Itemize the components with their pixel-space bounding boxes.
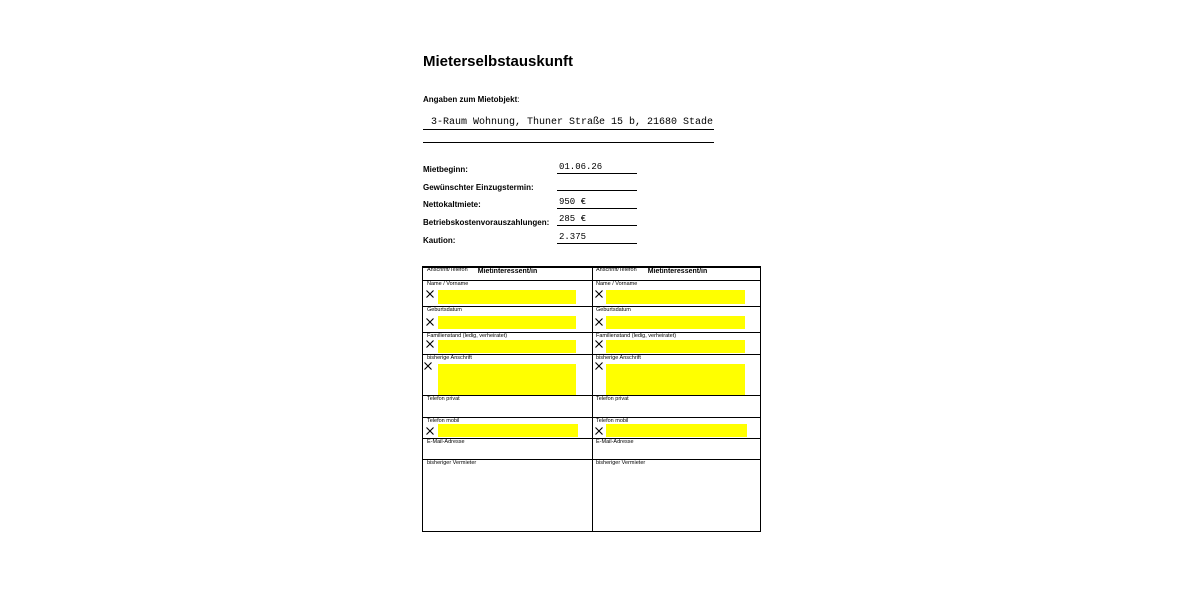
nettokaltmiete-field[interactable]: 950 € (557, 196, 637, 209)
cell-label-email-adresse: E-Mail-Adresse (596, 439, 634, 445)
input-highlight-geburtsdatum-1[interactable] (438, 316, 576, 329)
cell-label-bisherige-anschrift: bisherige Anschrift (427, 355, 472, 361)
cell-label-email-adresse: E-Mail-Adresse (427, 439, 465, 445)
cross-mark-icon[interactable] (426, 427, 434, 435)
input-highlight-telefon-mobil-1[interactable] (438, 424, 578, 437)
input-highlight-telefon-mobil-2[interactable] (606, 424, 747, 437)
table-row-divider (423, 417, 760, 418)
table-header-1: Mietinteressent/in (477, 268, 538, 275)
table-row-divider (423, 267, 760, 268)
mietobjekt-label-colon: : (517, 95, 520, 104)
input-highlight-name-vorname-1[interactable] (438, 290, 576, 304)
table-row-divider (423, 354, 760, 355)
mietobjekt-label (423, 95, 519, 104)
cell-label-telefon-mobil: Telefon mobil (427, 418, 460, 424)
betriebskosten-field[interactable]: 285 € (557, 213, 637, 226)
page-title: Mieterselbstauskunft (423, 53, 574, 70)
table-row-divider (423, 306, 760, 307)
cross-mark-icon[interactable] (424, 362, 432, 370)
input-highlight-bisherige-anschrift-2[interactable] (606, 364, 745, 395)
table-row-divider (423, 280, 760, 281)
cell-label-anschrift-telefon: Anschrift/Telefon (427, 267, 468, 273)
cross-mark-icon[interactable] (595, 427, 603, 435)
table-header-2: Mietinteressent/in (647, 268, 708, 275)
cell-label-bisheriger-vermieter: bisheriger Vermieter (427, 460, 477, 466)
cross-mark-icon[interactable] (595, 290, 603, 298)
input-highlight-familienstand-1[interactable] (438, 340, 576, 353)
einzugstermin-field[interactable] (557, 178, 637, 191)
mietobjekt-label-text: Angaben zum Mietobjekt (423, 95, 518, 104)
cell-label-geburtsdatum: Geburtsdatum (596, 307, 631, 313)
input-highlight-geburtsdatum-2[interactable] (606, 316, 745, 329)
cell-label-telefon-privat: Telefon privat (596, 396, 629, 402)
betriebskosten-label: Betriebskostenvorauszahlungen: (423, 218, 550, 227)
nettokaltmiete-label: Nettokaltmiete: (423, 200, 481, 209)
cell-label-bisherige-anschrift: bisherige Anschrift (596, 355, 641, 361)
cross-mark-icon[interactable] (426, 340, 434, 348)
cross-mark-icon[interactable] (595, 362, 603, 370)
input-highlight-bisherige-anschrift-1[interactable] (438, 364, 576, 395)
cross-mark-icon[interactable] (426, 318, 434, 326)
cross-mark-icon[interactable] (595, 318, 603, 326)
cell-label-name-vorname: Name / Vorname (596, 281, 638, 287)
cell-label-name-vorname: Name / Vorname (427, 281, 469, 287)
cell-label-geburtsdatum: Geburtsdatum (427, 307, 462, 313)
cross-mark-icon[interactable] (426, 290, 434, 298)
cell-label-familienstand: Familienstand (ledig, verheiratet) (596, 333, 677, 339)
input-highlight-familienstand-2[interactable] (606, 340, 745, 353)
cross-mark-icon[interactable] (595, 340, 603, 348)
kaution-field[interactable]: 2.375 (557, 231, 637, 244)
input-highlight-name-vorname-2[interactable] (606, 290, 745, 304)
mietobjekt-underline-1 (423, 129, 714, 130)
kaution-label: Kaution: (423, 236, 456, 245)
cell-label-telefon-mobil: Telefon mobil (596, 418, 629, 424)
cell-label-anschrift-telefon: Anschrift/Telefon (596, 267, 637, 273)
mietobjekt-underline-2 (423, 142, 714, 143)
table-row-divider (423, 395, 760, 396)
cell-label-familienstand: Familienstand (ledig, verheiratet) (427, 333, 508, 339)
mietbeginn-field[interactable]: 01.06.26 (557, 161, 637, 174)
table-row-divider (423, 438, 760, 439)
cell-label-telefon-privat: Telefon privat (427, 396, 460, 402)
mietbeginn-label: Mietbeginn: (423, 165, 468, 174)
cell-label-bisheriger-vermieter: bisheriger Vermieter (596, 460, 646, 466)
mietinteressent-table (422, 266, 761, 532)
mietobjekt-value[interactable]: 3-Raum Wohnung, Thuner Straße 15 b, 21680 Stade (431, 117, 714, 128)
einzugstermin-label: Gewünschter Einzugstermin: (423, 183, 534, 192)
